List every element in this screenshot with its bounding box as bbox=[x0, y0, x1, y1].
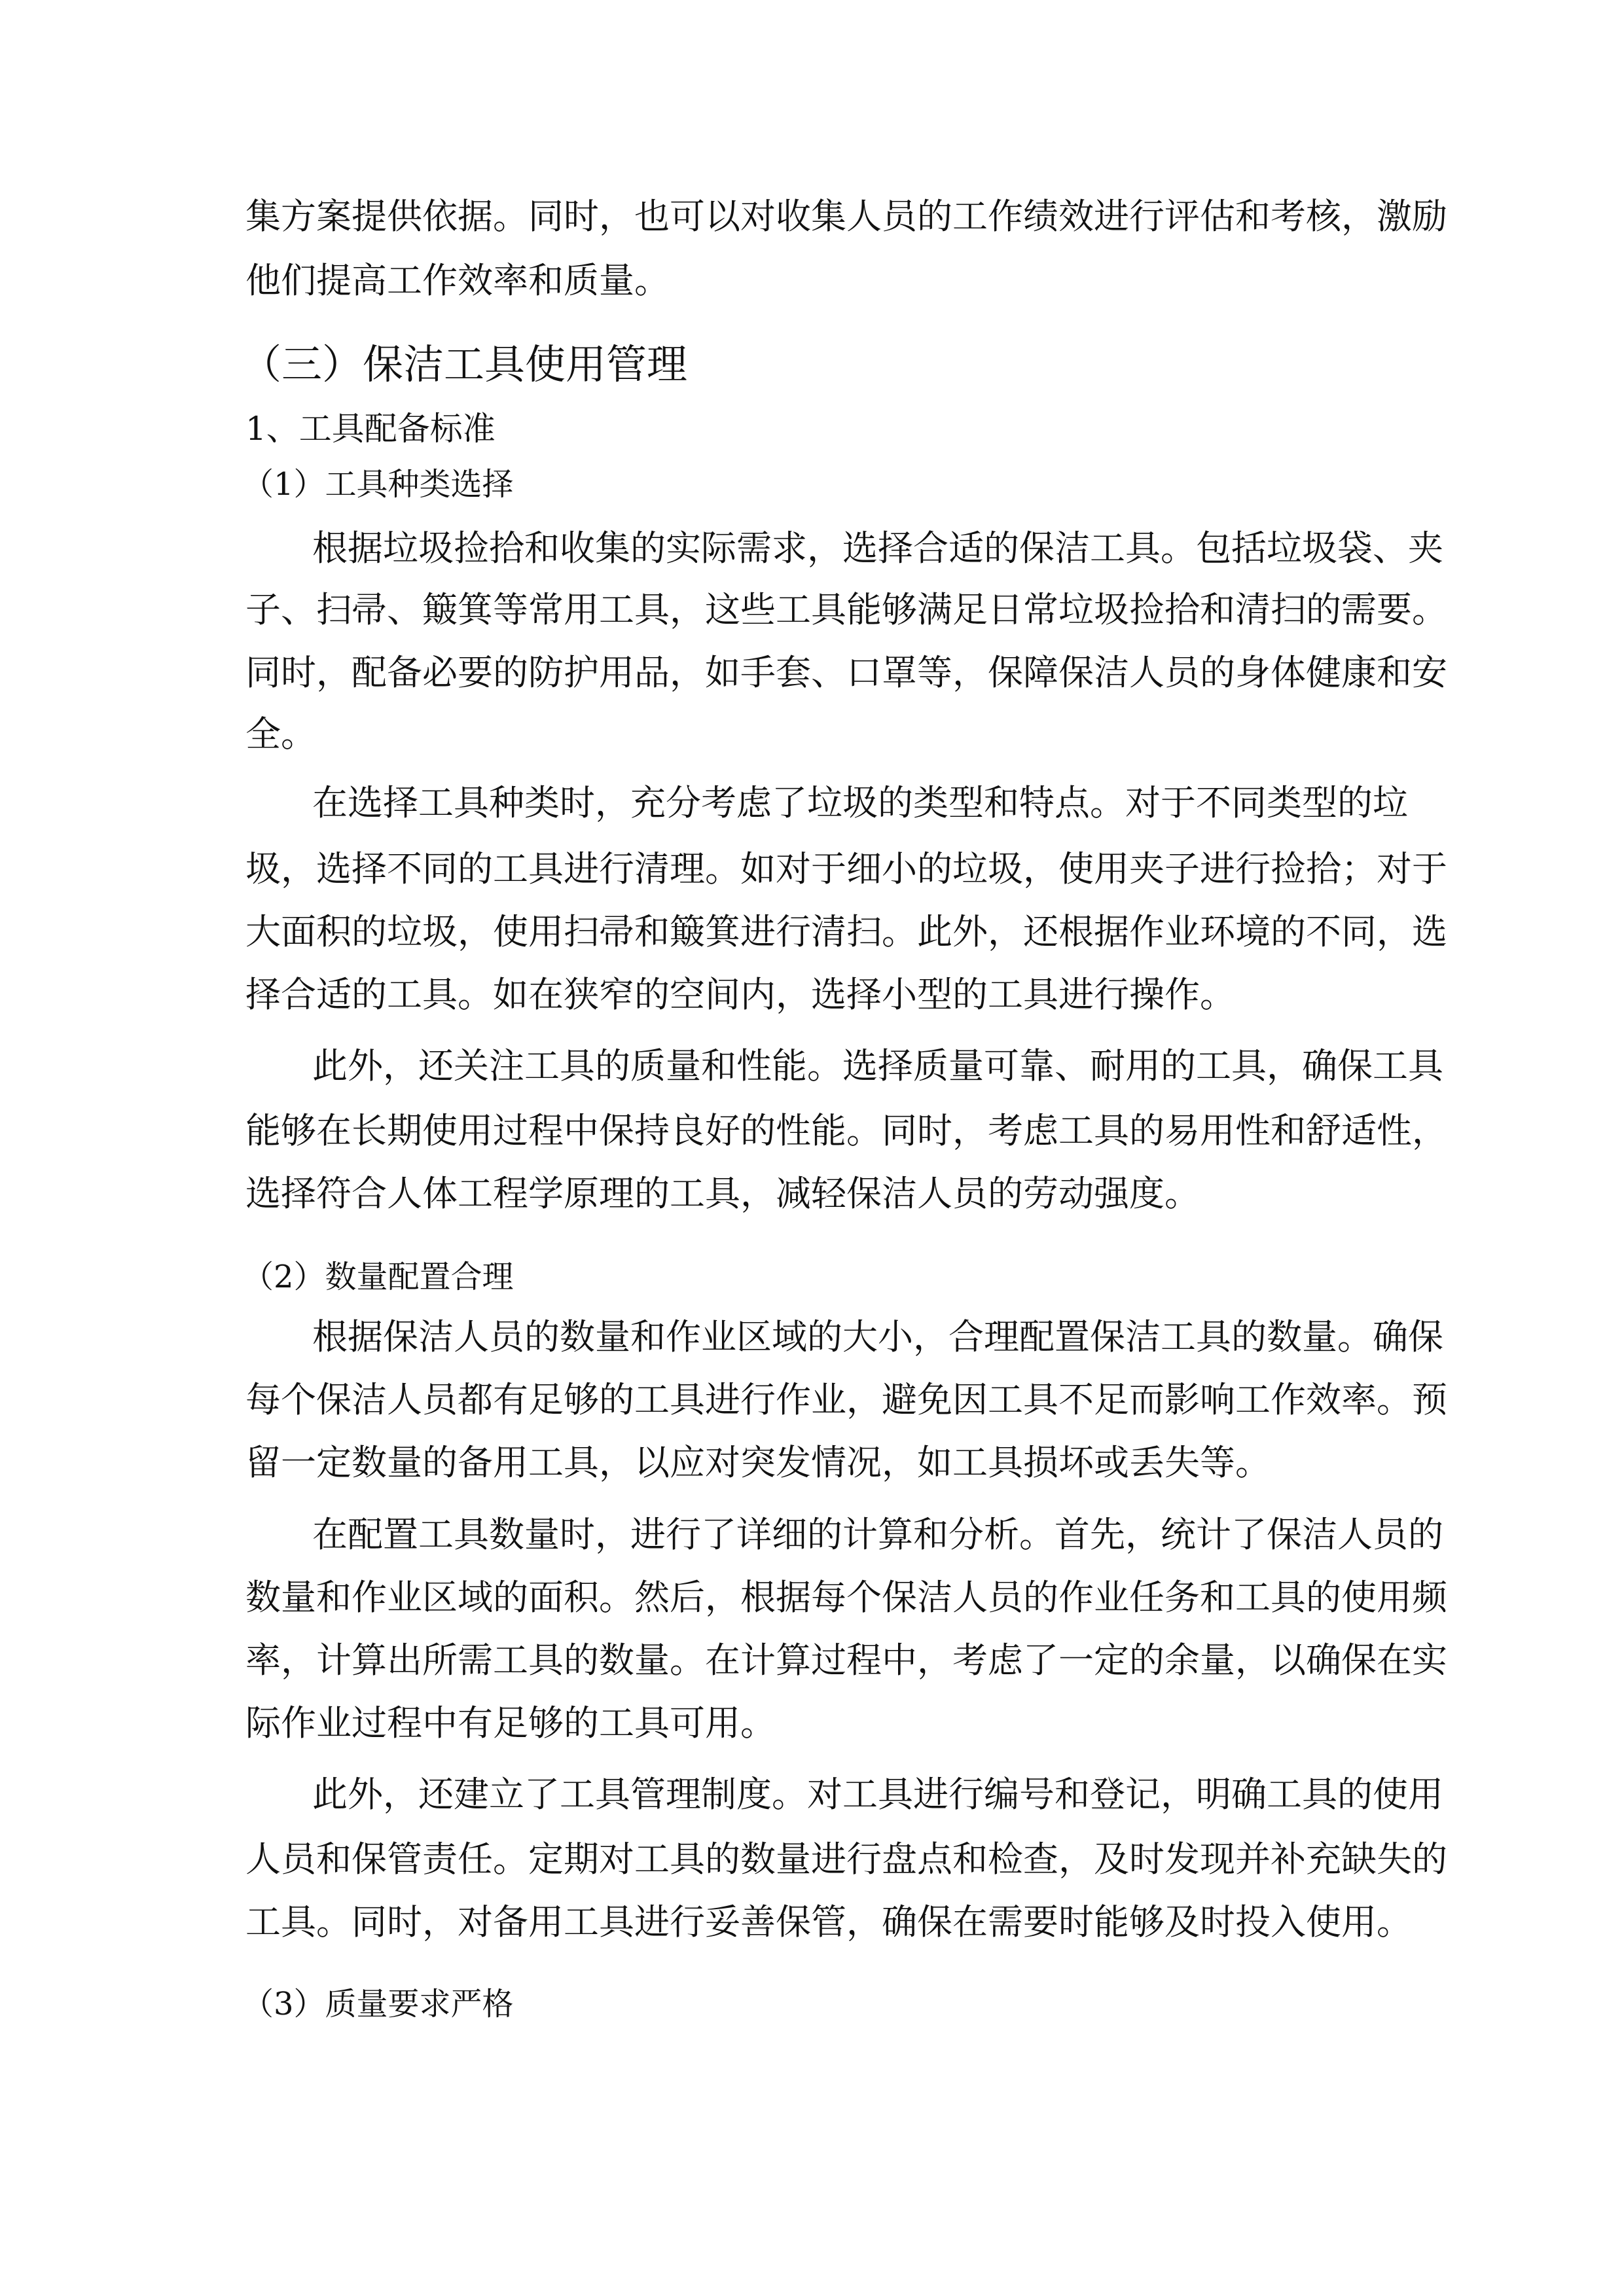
subsubsection-heading: （2）数量配置合理 bbox=[242, 1259, 514, 1295]
paragraph-line: 子、扫帚、簸箕等常用工具，这些工具能够满足日常垃圾捡拾和清扫的需要。 bbox=[245, 589, 1447, 630]
paragraph-line: 此外，还关注工具的质量和性能。选择质量可靠、耐用的工具，确保工具 bbox=[312, 1045, 1443, 1086]
paragraph-line: 根据保洁人员的数量和作业区域的大小，合理配置保洁工具的数量。确保 bbox=[312, 1316, 1443, 1357]
paragraph-line: 数量和作业区域的面积。然后，根据每个保洁人员的作业任务和工具的使用频 bbox=[245, 1577, 1447, 1618]
paragraph-line: 大面积的垃圾，使用扫帚和簸箕进行清扫。此外，还根据作业环境的不同，选 bbox=[245, 911, 1447, 952]
paragraph-line: 每个保洁人员都有足够的工具进行作业，避免因工具不足而影响工作效率。预 bbox=[245, 1379, 1447, 1420]
subsubsection-heading: （3）质量要求严格 bbox=[242, 1986, 514, 2022]
paragraph-line: 在选择工具种类时，充分考虑了垃圾的类型和特点。对于不同类型的垃 bbox=[312, 782, 1408, 823]
paragraph-line: 人员和保管责任。定期对工具的数量进行盘点和检查，及时发现并补充缺失的 bbox=[245, 1839, 1447, 1880]
subsection-heading: 1、工具配备标准 bbox=[245, 410, 496, 448]
paragraph-line: 圾，选择不同的工具进行清理。如对于细小的垃圾，使用夹子进行捡拾；对于 bbox=[245, 848, 1447, 889]
paragraph-line: 根据垃圾捡拾和收集的实际需求，选择合适的保洁工具。包括垃圾袋、夹 bbox=[312, 528, 1443, 569]
paragraph-line: 选择符合人体工程学原理的工具，减轻保洁人员的劳动强度。 bbox=[245, 1173, 1200, 1214]
paragraph-line: 留一定数量的备用工具，以应对突发情况，如工具损坏或丢失等。 bbox=[245, 1442, 1271, 1483]
paragraph-line: 在配置工具数量时，进行了详细的计算和分析。首先，统计了保洁人员的 bbox=[312, 1514, 1443, 1555]
paragraph-line: 他们提高工作效率和质量。 bbox=[245, 260, 670, 301]
paragraph-line: 全。 bbox=[245, 713, 316, 755]
paragraph-line: 同时，配备必要的防护用品，如手套、口罩等，保障保洁人员的身体健康和安 bbox=[245, 652, 1447, 693]
subsubsection-heading: （1）工具种类选择 bbox=[242, 466, 514, 503]
paragraph-line: 工具。同时，对备用工具进行妥善保管，确保在需要时能够及时投入使用。 bbox=[245, 1901, 1412, 1943]
paragraph-line: 能够在长期使用过程中保持良好的性能。同时，考虑工具的易用性和舒适性， bbox=[245, 1110, 1447, 1151]
paragraph-line: 此外，还建立了工具管理制度。对工具进行编号和登记，明确工具的使用 bbox=[312, 1774, 1443, 1815]
paragraph-line: 率，计算出所需工具的数量。在计算过程中，考虑了一定的余量，以确保在实 bbox=[245, 1640, 1447, 1681]
paragraph-line: 集方案提供依据。同时，也可以对收集人员的工作绩效进行评估和考核，激励 bbox=[245, 196, 1447, 237]
paragraph-line: 际作业过程中有足够的工具可用。 bbox=[245, 1702, 776, 1744]
section-heading: （三）保洁工具使用管理 bbox=[241, 340, 688, 388]
paragraph-line: 择合适的工具。如在狭窄的空间内，选择小型的工具进行操作。 bbox=[245, 974, 1235, 1015]
